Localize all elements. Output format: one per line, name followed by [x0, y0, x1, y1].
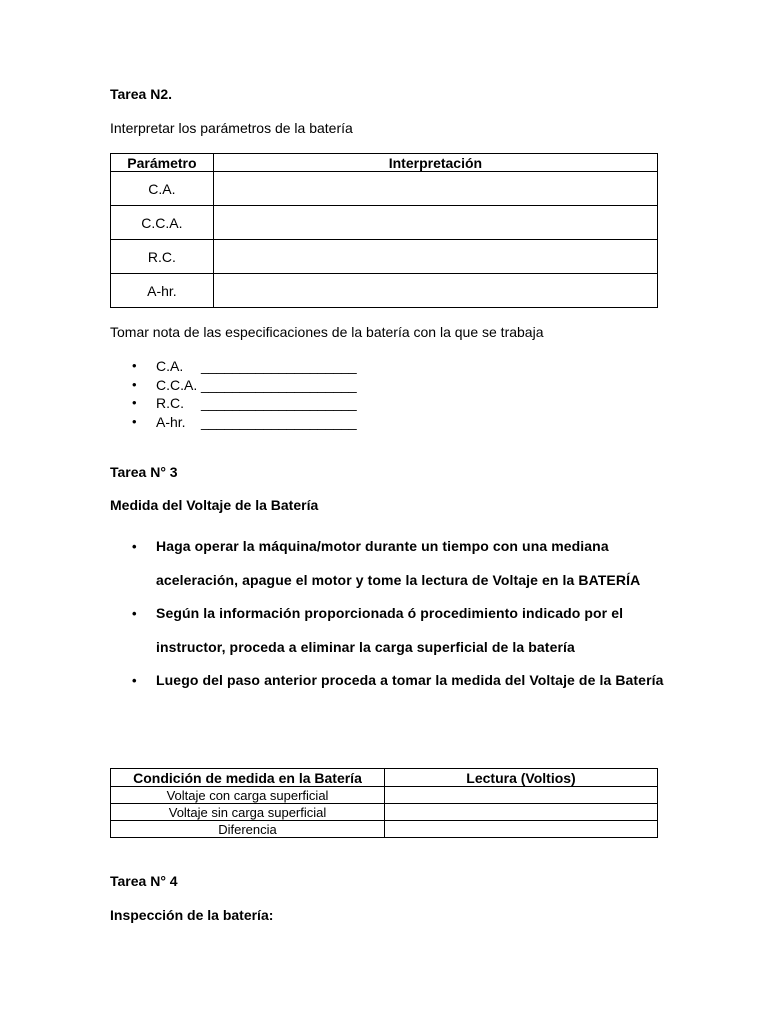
- step-text: Haga operar la máquina/motor durante un tiempo con una mediana aceleración, apague el motor y tome la lectura de Voltaje en la BATERÍA: [156, 538, 641, 588]
- param-cell: C.C.A.: [111, 206, 214, 240]
- table-header-row: [111, 769, 658, 787]
- list-item: [110, 357, 357, 376]
- tarea3-title: Tarea N° 3: [110, 464, 178, 480]
- table-row: [111, 821, 658, 838]
- header-parametro: Parámetro: [111, 154, 214, 172]
- step-text: Según la información proporcionada ó procedimiento indicado por el instructor, proceda a eliminar la carga superficial de la batería: [156, 605, 624, 655]
- table-row: [111, 274, 658, 308]
- tarea4-subtitle: Inspección de la batería:: [110, 907, 274, 923]
- spec-label: C.A.: [156, 358, 184, 374]
- list-item: [110, 376, 357, 395]
- spec-blank[interactable]: ____________________: [201, 413, 357, 430]
- list-item: [110, 413, 357, 432]
- reading-cell[interactable]: [385, 787, 658, 804]
- bullet-icon: •: [132, 358, 137, 373]
- list-item: [110, 394, 357, 413]
- interpretation-cell[interactable]: [213, 240, 657, 274]
- table-row: [111, 206, 658, 240]
- spec-blank[interactable]: ____________________: [201, 395, 357, 411]
- spec-blank[interactable]: ____________________: [201, 358, 357, 374]
- param-cell: A-hr.: [111, 274, 214, 308]
- list-item: [110, 597, 670, 664]
- interpretation-cell[interactable]: [213, 206, 657, 240]
- table-row: [111, 787, 658, 804]
- steps-list: [110, 530, 670, 698]
- header-lectura: Lectura (Voltios): [385, 769, 658, 787]
- tarea2-title: Tarea N2.: [110, 86, 172, 102]
- parameters-table: [110, 153, 658, 308]
- param-cell: C.A.: [111, 172, 214, 206]
- condition-cell: Voltaje sin carga superficial: [111, 804, 385, 821]
- header-condicion: Condición de medida en la Batería: [111, 769, 385, 787]
- tarea3-subtitle: Medida del Voltaje de la Batería: [110, 497, 319, 513]
- table-row: [111, 172, 658, 206]
- header-interpretacion: Interpretación: [213, 154, 657, 172]
- tarea4-title: Tarea N° 4: [110, 873, 178, 889]
- param-cell: R.C.: [111, 240, 214, 274]
- bullet-icon: •: [132, 413, 137, 429]
- bullet-icon: •: [132, 606, 137, 621]
- interpretation-cell[interactable]: [213, 274, 657, 308]
- bullet-icon: •: [132, 376, 137, 392]
- bullet-icon: •: [132, 673, 137, 688]
- reading-cell[interactable]: [385, 821, 658, 838]
- voltage-table: [110, 768, 658, 838]
- list-item: [110, 530, 670, 597]
- reading-cell[interactable]: [385, 804, 658, 821]
- table-row: [111, 804, 658, 821]
- spec-blank[interactable]: ____________________: [201, 376, 357, 393]
- specs-note: Tomar nota de las especificaciones de la batería con la que se trabaja: [110, 324, 544, 340]
- spec-label: R.C.: [156, 395, 184, 411]
- specs-list: [110, 357, 357, 431]
- list-item: [110, 664, 670, 698]
- spec-label: C.C.A.: [156, 376, 198, 393]
- table-row: [111, 240, 658, 274]
- bullet-icon: •: [132, 539, 137, 554]
- step-text: Luego del paso anterior proceda a tomar la medida del Voltaje de la Batería: [156, 672, 664, 688]
- condition-cell: Diferencia: [111, 821, 385, 838]
- condition-cell: Voltaje con carga superficial: [111, 787, 385, 804]
- spec-label: A-hr.: [156, 413, 186, 430]
- bullet-icon: •: [132, 395, 137, 410]
- table-header-row: [111, 154, 658, 172]
- interpretation-cell[interactable]: [213, 172, 657, 206]
- tarea2-intro: Interpretar los parámetros de la batería: [110, 120, 353, 136]
